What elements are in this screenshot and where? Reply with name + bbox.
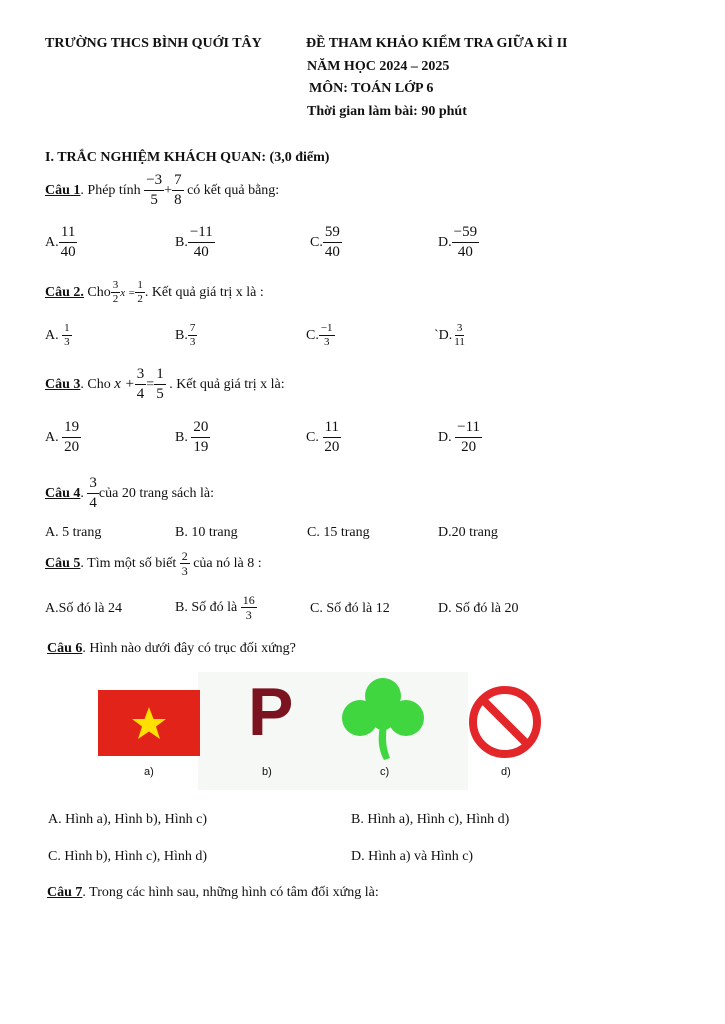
question-text: . Trong các hình sau, những hình có tâm đối xứng là: <box>82 885 379 900</box>
fraction: $\frac{3}{4}$ <box>89 475 97 511</box>
answer-option-b[interactable]: B. Số đó là $\frac{16}{3}$ <box>175 593 255 622</box>
question-label: Câu 1 <box>45 182 81 198</box>
school-name: TRƯỜNG THCS BÌNH QUỚI TÂY <box>45 36 262 51</box>
answer-option-c[interactable]: C. $\frac{-1}{3}$ <box>306 322 333 348</box>
question-text: . Kết quả giá trị x là : <box>144 284 264 300</box>
answer-option-a[interactable]: A. 5 trang <box>45 525 102 540</box>
question-text: . <box>80 485 84 501</box>
fraction: $\frac{-59}{40}$ <box>453 224 478 260</box>
answer-option-d[interactable]: `D. $\frac{3}{11}$ <box>434 322 465 348</box>
question-7 <box>47 885 379 901</box>
fraction: $\frac{7}{8}$ <box>174 172 182 208</box>
symmetry-figures <box>98 672 538 790</box>
answer-option-c[interactable]: C. Số đó là 12 <box>310 601 390 616</box>
fraction: $\frac{3}{11}$ <box>454 322 465 348</box>
operator: = <box>146 376 155 392</box>
question-label: Câu 7 <box>47 885 83 900</box>
question-1 <box>45 173 279 208</box>
question-text: của nó là 8 : <box>193 555 262 571</box>
fraction: $\frac{-11}{40}$ <box>189 224 213 260</box>
duration: Thời gian làm bài: 90 phút <box>307 104 467 119</box>
fraction: $\frac{20}{19}$ <box>193 419 209 455</box>
fraction: $\frac{7}{3}$ <box>189 322 196 348</box>
answer-option-a[interactable]: A. Hình a), Hình b), Hình c) <box>48 812 208 827</box>
equation-variable: x = <box>120 286 136 299</box>
answer-option-a[interactable]: A. $\frac{19}{20}$ <box>45 419 80 455</box>
fraction: $\frac{19}{20}$ <box>64 419 80 455</box>
question-text: của 20 trang sách là: <box>98 485 214 501</box>
question-5 <box>45 550 262 577</box>
fraction: $\frac{16}{3}$ <box>242 593 255 622</box>
fraction: $\frac{3}{4}$ <box>136 366 145 402</box>
question-label: Câu 3 <box>45 376 81 392</box>
operator: + <box>164 182 173 198</box>
answer-option-c[interactable]: C. Hình b), Hình c), Hình d) <box>48 849 208 864</box>
figure-label-d: d) <box>501 766 511 778</box>
answer-option-c[interactable]: C. 15 trang <box>307 525 370 540</box>
question-text: . Tìm một số biết <box>80 555 177 571</box>
fraction: $\frac{1}{3}$ <box>64 322 70 348</box>
answer-option-d[interactable]: D. Hình a) và Hình c) <box>351 849 474 864</box>
exam-title: ĐỀ THAM KHẢO KIỂM TRA GIỮA KÌ II <box>306 36 568 51</box>
answer-option-d[interactable]: D. $\frac{-59}{40}$ <box>438 224 478 260</box>
fraction: $\frac{1}{5}$ <box>156 366 164 402</box>
answer-option-b[interactable]: B. $\frac{-11}{40}$ <box>175 224 213 260</box>
fraction: $\frac{3}{2}$ <box>112 279 119 305</box>
answer-option-d[interactable]: D. $\frac{-11}{20}$ <box>438 419 481 455</box>
fraction: $\frac{-11}{20}$ <box>457 419 481 455</box>
question-text: . Kết quả giá trị x là: <box>169 376 285 392</box>
answer-option-c[interactable]: C. $\frac{11}{20}$ <box>306 419 340 455</box>
answer-option-a[interactable]: A. $\frac{11}{40}$ <box>45 224 76 260</box>
question-label: Câu 2. <box>45 284 84 300</box>
fraction: $\frac{11}{20}$ <box>324 419 340 455</box>
question-label: Câu 4 <box>45 485 81 501</box>
fraction: $\frac{-3}{5}$ <box>146 172 163 208</box>
prohibition-sign-icon <box>467 684 543 760</box>
figure-label-a: a) <box>144 766 154 778</box>
answer-option-b[interactable]: B. 10 trang <box>175 525 238 540</box>
question-4 <box>45 476 214 511</box>
question-label: Câu 5 <box>45 555 81 571</box>
question-text: có kết quả bằng: <box>187 182 280 198</box>
question-text: . Hình nào dưới đây có trục đối xứng? <box>82 641 296 656</box>
answer-option-d[interactable]: D.20 trang <box>438 525 498 540</box>
question-text: . Cho <box>80 376 111 392</box>
figure-background <box>198 672 468 790</box>
section-title: I. TRẮC NGHIỆM KHÁCH QUAN: (3,0 điểm) <box>45 150 330 165</box>
question-6 <box>47 641 296 657</box>
equation-variable: x + <box>114 376 135 392</box>
fraction: $\frac{59}{40}$ <box>324 224 340 260</box>
answer-option-a[interactable]: A.Số đó là 24 <box>45 601 122 616</box>
answer-option-d[interactable]: D. Số đó là 20 <box>438 601 519 616</box>
question-label: Câu 6 <box>47 641 83 656</box>
star-icon <box>132 707 166 739</box>
fraction: $\frac{-1}{3}$ <box>320 322 333 348</box>
answer-option-b[interactable]: B. $\frac{7}{3}$ <box>175 322 196 348</box>
letter-p-icon: P <box>248 674 294 750</box>
question-2 <box>45 280 264 305</box>
answer-option-a[interactable]: A. $\frac{1}{3}$ <box>45 322 70 348</box>
fraction: $\frac{2}{3}$ <box>181 549 188 578</box>
fraction: $\frac{11}{40}$ <box>60 224 76 260</box>
answer-option-b[interactable]: B. Hình a), Hình c), Hình d) <box>351 812 510 827</box>
clover-icon <box>340 674 426 762</box>
school-year: NĂM HỌC 2024 – 2025 <box>307 59 450 74</box>
answer-option-c[interactable]: C. $\frac{59}{40}$ <box>310 224 340 260</box>
question-3 <box>45 367 285 402</box>
question-text: . Phép tính <box>80 182 141 198</box>
vietnam-flag-icon <box>98 690 200 756</box>
question-text: Cho <box>87 284 111 300</box>
figure-label-c: c) <box>380 766 390 778</box>
answer-option-b[interactable]: B. $\frac{20}{19}$ <box>175 419 209 455</box>
subject: MÔN: TOÁN LỚP 6 <box>309 81 434 96</box>
figure-label-b: b) <box>262 766 272 778</box>
fraction: $\frac{1}{2}$ <box>137 279 143 305</box>
